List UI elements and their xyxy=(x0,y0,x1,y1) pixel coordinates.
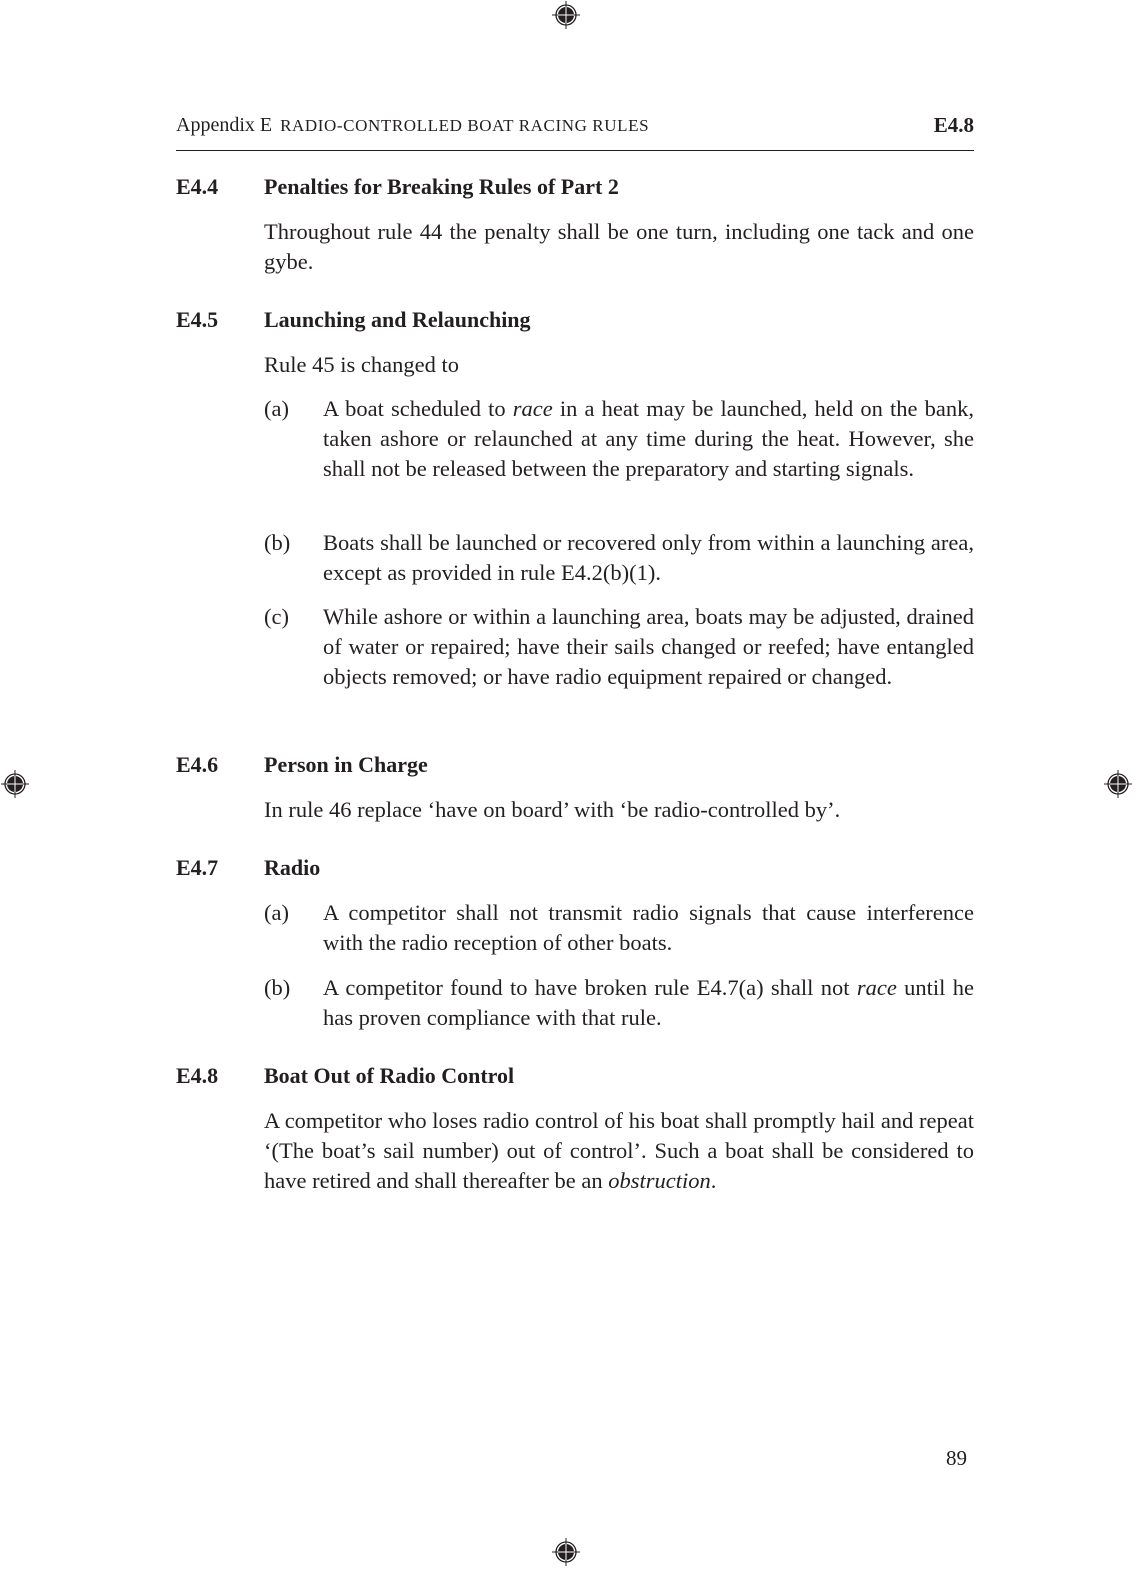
section-title: Boat Out of Radio Control xyxy=(264,1063,515,1088)
section-number: E4.4 xyxy=(176,174,219,199)
item-text: A boat scheduled to race in a heat may be launched, held on the bank, taken ashore or relaunched at any time during the heat. However, she shall not be released between the preparatory and starting signals. xyxy=(323,396,974,481)
item-text: A competitor shall not transmit radio signals that cause interference with the radio reception of other boats. xyxy=(323,900,974,955)
section-title: Radio xyxy=(264,855,321,880)
item-label: (b) xyxy=(264,975,291,1000)
registration-mark-icon xyxy=(552,1,580,29)
section-number: E4.6 xyxy=(176,752,219,777)
defined-term: race xyxy=(512,396,553,421)
section-title: Person in Charge xyxy=(264,752,428,777)
section-paragraph: A competitor who loses radio control of his boat shall promptly hail and repeat ‘(The boat’s sail number) out of control’. Such a boat shall be considered to have retired and shall thereafter be an obstruction. xyxy=(264,1108,974,1193)
section-title: Penalties for Breaking Rules of Part 2 xyxy=(264,174,619,199)
item-label: (b) xyxy=(264,530,291,555)
section-number: E4.8 xyxy=(176,1063,219,1088)
section-number: E4.7 xyxy=(176,855,219,880)
appendix-label: Appendix E xyxy=(176,114,273,136)
section-number: E4.5 xyxy=(176,307,219,332)
item-label: (c) xyxy=(264,604,289,629)
registration-mark-icon xyxy=(1104,770,1132,798)
page-number: 89 xyxy=(946,1446,967,1470)
defined-term: race xyxy=(856,975,897,1000)
running-head-left xyxy=(176,114,649,137)
section-paragraph: Throughout rule 44 the penalty shall be one turn, including one tack and one gybe. xyxy=(264,219,974,274)
running-head xyxy=(176,113,974,151)
running-head-rule-ref: E4.8 xyxy=(933,113,974,137)
item-text: A competitor found to have broken rule E4.7(a) shall not race until he has proven compliance with that rule. xyxy=(323,975,974,1030)
section-paragraph: In rule 46 replace ‘have on board’ with ‘be radio-controlled by’. xyxy=(264,797,841,822)
item-text: While ashore or within a launching area, boats may be adjusted, drained of water or repaired; have their sails changed or reefed; have entangled objects removed; or have radio equipment repaired or changed. xyxy=(323,604,974,689)
appendix-title: RADIO-CONTROLLED BOAT RACING RULES xyxy=(280,116,650,135)
registration-mark-icon xyxy=(552,1538,580,1566)
item-label: (a) xyxy=(264,396,289,421)
section-title: Launching and Relaunching xyxy=(264,307,531,332)
section-paragraph: Rule 45 is changed to xyxy=(264,352,459,377)
item-text: Boats shall be launched or recovered only from within a launching area, except as provided in rule E4.2(b)(1). xyxy=(323,530,974,585)
item-label: (a) xyxy=(264,900,289,925)
defined-term: obstruction xyxy=(608,1168,711,1193)
registration-mark-icon xyxy=(1,770,29,798)
